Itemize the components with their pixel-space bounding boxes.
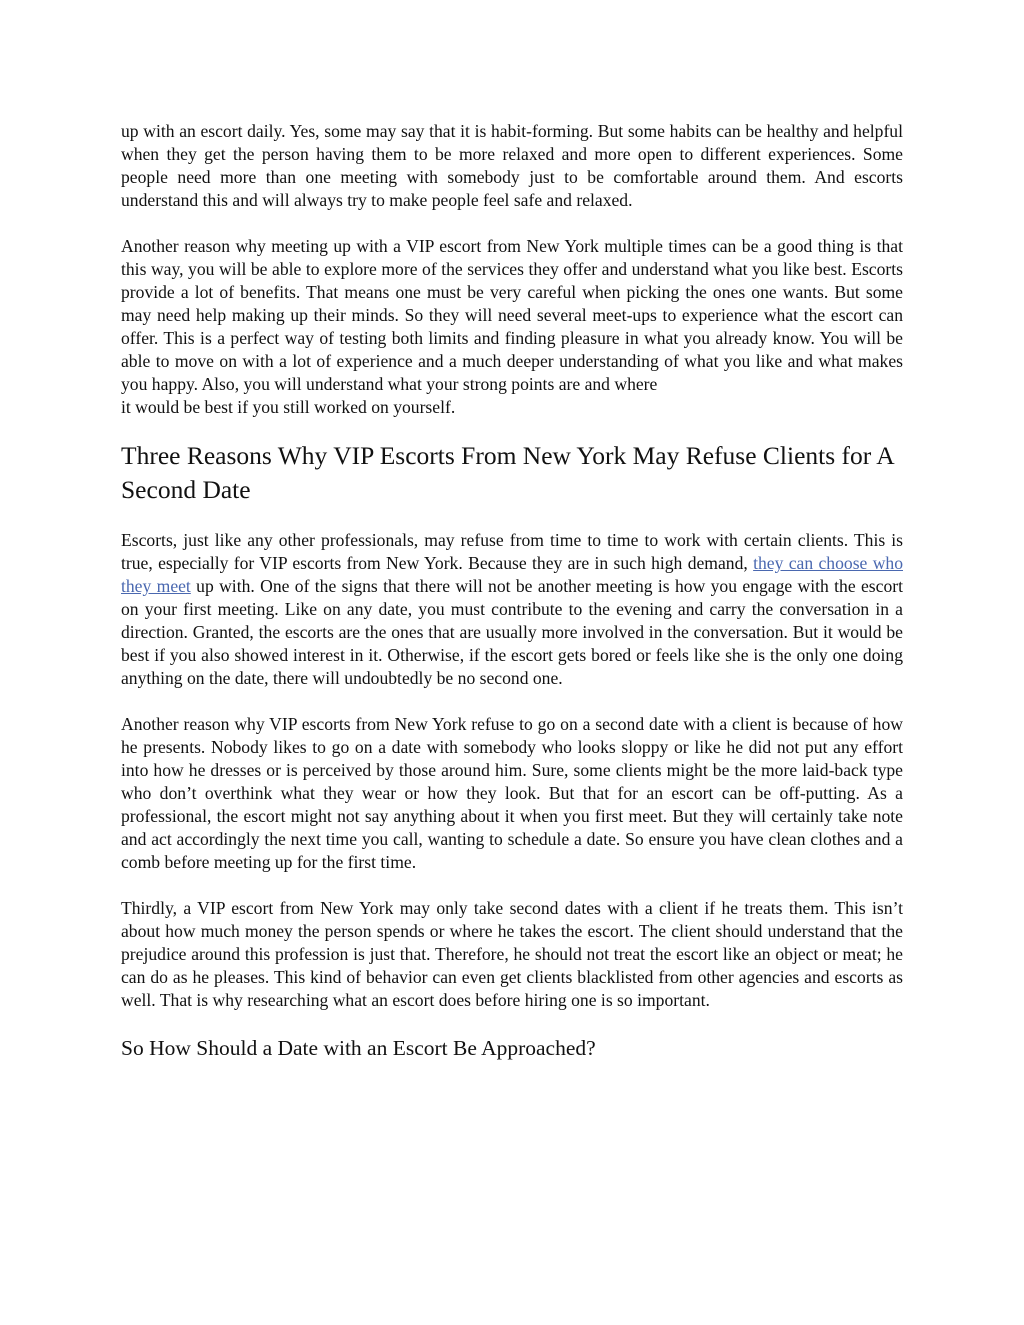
paragraph-multiple-meetings-tail: it would be best if you still worked on yourself. — [121, 397, 456, 417]
paragraph-multiple-meetings-main: Another reason why meeting up with a VIP escort from New York multiple times can be a good thing is that this way, you will be able to explore more of the services they offer and understand what you like best. Escorts provide a lot of benefits. That means one must be very careful when picking the ones one wants. But some may need help making up their minds. So they will need several meet-ups to experience what the escort can offer. This is a perfect way of testing both limits and finding pleasure in what you already know. You will be able to move on with a lot of experience and a much deeper understanding of what you like and what makes you happy. Also, you will understand what your strong points are and where — [121, 236, 903, 394]
link-they-can-choose[interactable]: they can choose who they meet — [121, 553, 903, 596]
paragraph-refuse-clients-after: up with. One of the signs that there will not be another meeting is how you engage with the escort on your first meeting. Like on any date, you must contribute to the evening and carry the conversation in a direction. Granted, the escorts are the ones that are usually more involved in the conversation. But it would be best if you also showed interest in it. Otherwise, if the escort gets bored or feels like she is the only one doing anything on the date, there will undoubtedly be no second one. — [121, 576, 903, 688]
paragraph-multiple-meetings — [121, 235, 903, 419]
paragraph-presentation: Another reason why VIP escorts from New York refuse to go on a second date with a client is because of how he presents. Nobody likes to go on a date with somebody who looks sloppy or like he did not put any effort into how he dresses or is perceived by those around him. Sure, some clients might be the more laid-back type who don’t overthink what they wear or how they look. But that for an escort can be off-putting. As a professional, the escort might not say anything about it when you first meet. But they will certainly take note and act accordingly the next time you call, wanting to schedule a date. So ensure you have clean clothes and a comb before meeting up for the first time. — [121, 714, 903, 872]
heading-three-reasons: Three Reasons Why VIP Escorts From New York May Refuse Clients for A Second Date — [121, 441, 894, 504]
heading-approach: So How Should a Date with an Escort Be Approached? — [121, 1036, 596, 1060]
paragraph-habit-forming: up with an escort daily. Yes, some may say that it is habit-forming. But some habits can be healthy and helpful when they get the person having them to be more relaxed and more open to different experiences. Some people need more than one meeting with somebody just to be comfortable around them. And escorts understand this and will always try to make people feel safe and relaxed. — [121, 121, 903, 210]
document-page — [121, 120, 903, 1062]
paragraph-refuse-clients-before: Escorts, just like any other professionals, may refuse from time to time to work with certain clients. This is true, especially for VIP escorts from New York. Because they are in such high demand, — [121, 530, 903, 573]
paragraph-refuse-clients — [121, 529, 903, 690]
paragraph-treatment: Thirdly, a VIP escort from New York may only take second dates with a client if he treats them. This isn’t about how much money the person spends or where he takes the escort. The client should understand that the prejudice around this profession is just that. Therefore, he should not treat the escort like an object or meat; he can do as he pleases. This kind of behavior can even get clients blacklisted from other agencies and escorts as well. That is why researching what an escort does before hiring one is so important. — [121, 898, 903, 1010]
